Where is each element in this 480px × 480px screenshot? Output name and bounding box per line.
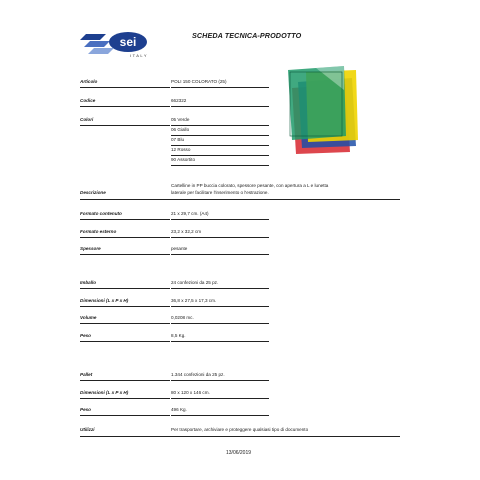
- divider: [171, 237, 269, 238]
- color-item: 06 Giallo: [171, 127, 190, 132]
- value-codice: 662322: [171, 98, 187, 103]
- color-item: 12 Rosso: [171, 147, 191, 152]
- label-dimensioni: Dimensioni (L x P x H): [80, 390, 129, 395]
- value-peso: 8,5 Kg.: [171, 333, 186, 338]
- label-peso: Peso: [80, 407, 91, 412]
- value-spessore: pesante: [171, 246, 188, 251]
- divider: [171, 106, 269, 107]
- divider: [171, 87, 269, 88]
- divider: [171, 323, 269, 324]
- value-dimensioni: 80 x 120 x 146 cm.: [171, 390, 210, 395]
- divider: [171, 165, 269, 166]
- divider: [80, 106, 170, 107]
- label-imballo: Imballo: [80, 280, 97, 285]
- divider: [80, 125, 170, 126]
- divider: [80, 415, 170, 416]
- divider: [171, 135, 269, 136]
- value-formato-contenuto: 21 x 29,7 cm. (A4): [171, 211, 209, 216]
- divider: [80, 341, 170, 342]
- label-formato-esterno: Formato esterno: [80, 229, 117, 234]
- value-utilizzi: Per trasportare, archiviare e proteggere qualsiasi tipo di documento: [171, 427, 309, 432]
- divider: [171, 125, 269, 126]
- label-peso: Peso: [80, 333, 91, 338]
- divider: [80, 323, 170, 324]
- divider: [171, 398, 269, 399]
- divider: [171, 145, 269, 146]
- divider: [171, 380, 269, 381]
- divider: [80, 436, 400, 437]
- label-formato-contenuto: Formato contenuto: [80, 211, 122, 216]
- label-colori: Colori: [80, 117, 94, 122]
- logo-text: sei: [119, 35, 137, 49]
- divider: [80, 87, 170, 88]
- divider: [171, 219, 269, 220]
- divider: [80, 199, 400, 200]
- divider: [80, 288, 170, 289]
- color-item: 90 Assortito: [171, 157, 196, 162]
- logo-subtitle: ITALY: [130, 53, 149, 58]
- divider: [80, 398, 170, 399]
- divider: [171, 254, 269, 255]
- divider: [80, 237, 170, 238]
- divider: [171, 155, 269, 156]
- value-imballo: 24 confezioni da 25 pz.: [171, 280, 219, 285]
- divider: [80, 306, 170, 307]
- label-dimensioni: Dimensioni (L x P x H): [80, 298, 129, 303]
- label-utilizzi: Utilizzi: [80, 427, 95, 432]
- divider: [80, 219, 170, 220]
- label-codice: Codice: [80, 98, 96, 103]
- product-image: [286, 66, 360, 156]
- color-item: 07 Blu: [171, 137, 185, 142]
- divider: [80, 380, 170, 381]
- value-dimensioni: 36,8 x 27,5 x 17,3 cm.: [171, 298, 217, 303]
- label-volume: Volume: [80, 315, 97, 320]
- divider: [171, 306, 269, 307]
- divider: [80, 254, 170, 255]
- label-spessore: Spessore: [80, 246, 101, 251]
- label-pallet: Pallet: [80, 372, 93, 377]
- value-pallet: 1.344 confezioni da 25 pz.: [171, 372, 225, 377]
- divider: [171, 341, 269, 342]
- label-articolo: Articolo: [80, 79, 98, 84]
- label-descrizione: Descrizione: [80, 190, 106, 195]
- value-volume: 0,0208 mc.: [171, 315, 194, 320]
- value-descrizione: Cartelline in PP buccia colorato, spessore pesante, con apertura a L e lunetta laterale per facilitare l'inserimento o l'estrazione.: [171, 183, 329, 195]
- value-formato-esterno: 23,2 x 32,2 cm: [171, 229, 202, 234]
- value-articolo: POLI 150 COLORATO (25): [171, 79, 227, 84]
- footer-date: 13/06/2019: [226, 450, 252, 456]
- value-peso: 496 Kg.: [171, 407, 187, 412]
- divider: [171, 288, 269, 289]
- page-title: SCHEDA TECNICA-PRODOTTO: [192, 31, 302, 40]
- color-list: [171, 115, 195, 165]
- divider: [171, 415, 269, 416]
- color-item: 05 Verde: [171, 117, 190, 122]
